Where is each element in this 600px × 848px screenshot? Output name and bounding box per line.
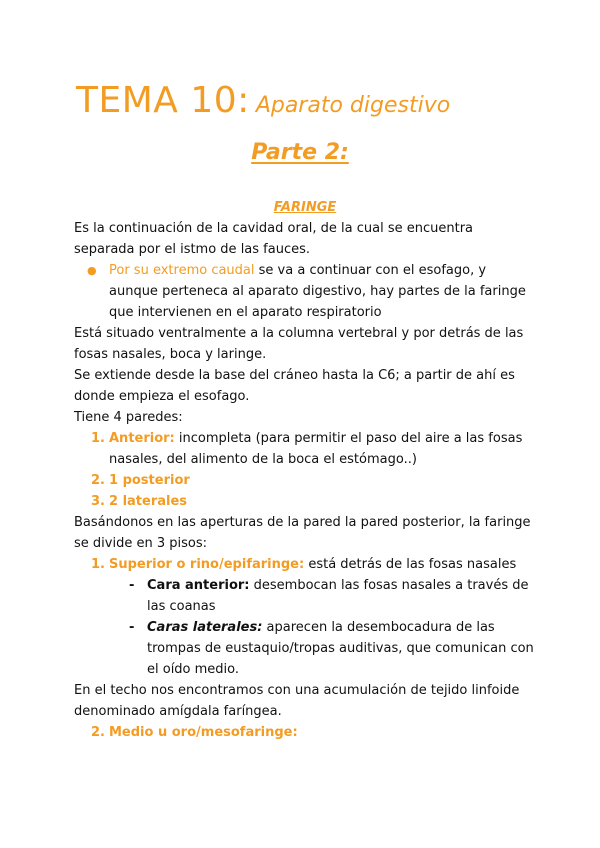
sub-item-text: aparecen la desembocadura de las trompas de eustaquio/tropas auditivas, que comunican con el oído medio. (147, 620, 534, 677)
floor-item-medio (74, 722, 536, 743)
bullet-highlight: Por su extremo caudal (109, 263, 255, 278)
wall-label: 1 posterior (109, 473, 190, 488)
wall-number: 1. (91, 431, 105, 446)
wall-text: incompleta (para permitir el paso del aire a las fosas nasales, del alimento de la boca el estómago..) (109, 431, 523, 467)
wall-item-posterior (74, 470, 536, 491)
intro-paragraph: Es la continuación de la cavidad oral, de la cual se encuentra separada por el istmo de las fauces. (74, 221, 474, 257)
sub-item-label: Caras laterales: (147, 620, 263, 635)
sub-item-caras-laterales (74, 617, 536, 680)
floor-number: 1. (91, 557, 105, 572)
sub-item-cara-anterior (74, 575, 536, 617)
paragraph-floors: Basándonos en las aperturas de la pared la pared posterior, la faringe se divide en 3 pisos: (74, 515, 531, 551)
floor-item-superior (74, 554, 536, 575)
bullet-text: se va a continuar con el esofago, y aunque perteneca al aparato digestivo, hay partes de la faringe que intervienen en el aparato respiratorio (109, 263, 526, 320)
title-main: TEMA 10: (76, 80, 250, 121)
floor-number: 2. (91, 725, 105, 740)
orange-dot-icon: ● (87, 264, 97, 277)
wall-number: 2. (91, 473, 105, 488)
paragraph-location: Está situado ventralmente a la columna vertebral y por detrás de las fosas nasales, boca y laringe. (74, 326, 524, 362)
floor-label: Medio u oro/mesofaringe: (109, 725, 298, 740)
page-title (76, 80, 450, 121)
paragraph-extent: Se extiende desde la base del cráneo hasta la C6; a partir de ahí es donde empieza el esofago. (74, 368, 515, 404)
sub-item-label: Cara anterior: (147, 578, 250, 593)
wall-item-anterior (74, 428, 536, 470)
title-sub: Aparato digestivo (255, 93, 451, 118)
part-heading (0, 140, 600, 165)
wall-label: Anterior: (109, 431, 175, 446)
part-label: Parte 2: (251, 140, 349, 165)
wall-label: 2 laterales (109, 494, 188, 509)
wall-number: 3. (91, 494, 105, 509)
floor-text: está detrás de las fosas nasales (304, 557, 517, 572)
floor-label: Superior o rino/epifaringe: (109, 557, 305, 572)
paragraph-tonsil: En el techo nos encontramos con una acumulación de tejido linfoide denominado amígdala faríngea. (74, 683, 520, 719)
wall-item-laterales (74, 491, 536, 512)
paragraph-walls: Tiene 4 paredes: (74, 410, 183, 425)
bullet-item (74, 260, 536, 323)
document-body (74, 197, 536, 743)
sub-item-text: desembocan las fosas nasales a través de las coanas (147, 578, 529, 614)
dash-marker: - (129, 578, 135, 593)
section-heading: FARINGE (273, 200, 337, 215)
dash-marker: - (129, 620, 135, 635)
